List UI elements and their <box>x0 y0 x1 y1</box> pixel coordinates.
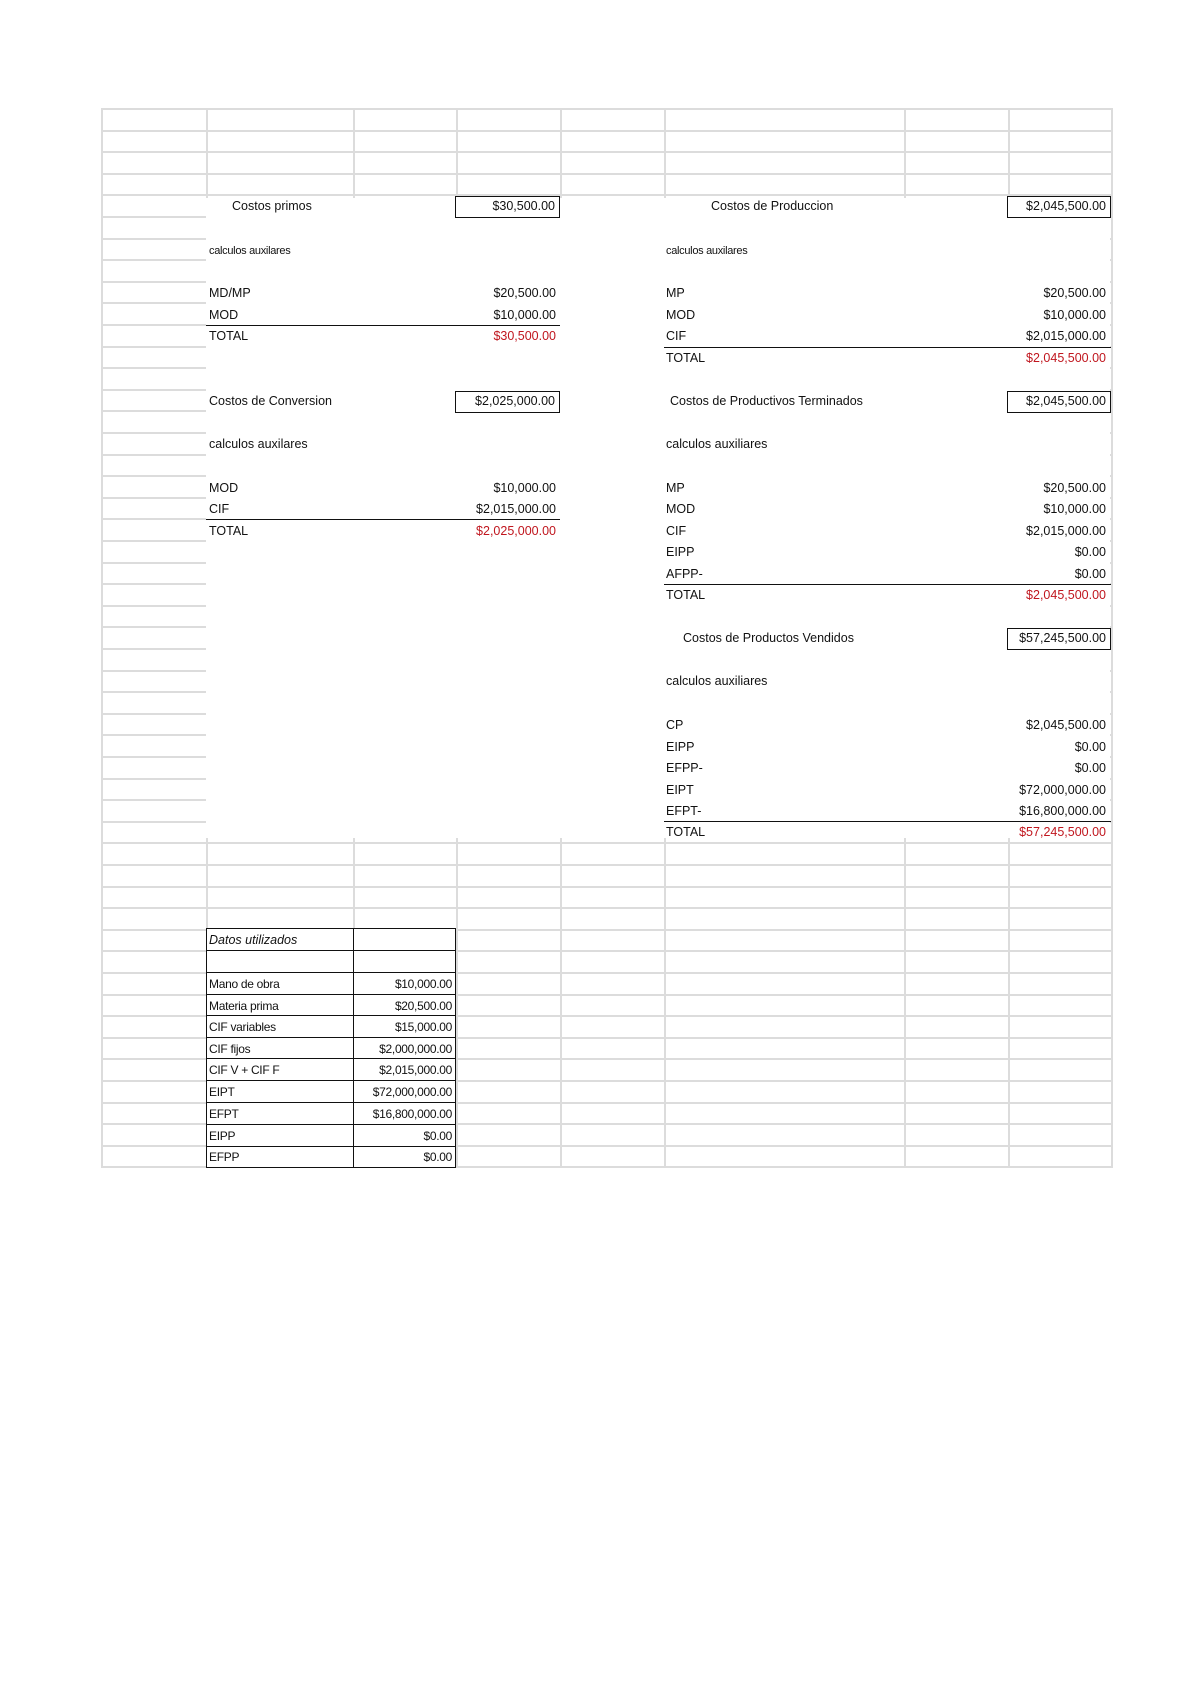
conversion-aux-label: calculos auxilares <box>209 437 308 451</box>
datos-row-value[interactable]: $10,000.00 <box>394 977 452 991</box>
produccion-aux-label: calculos auxilares <box>666 245 748 257</box>
vendidos-total-box[interactable]: $57,245,500.00 <box>1007 628 1111 650</box>
primos-aux-label: calculos auxilares <box>209 245 291 257</box>
terminados-row-label: EIPP <box>666 545 695 559</box>
vendidos-row-label: EIPT <box>666 783 694 797</box>
primos-total-box[interactable]: $30,500.00 <box>455 196 560 218</box>
datos-row-value[interactable]: $16,800,000.00 <box>372 1107 452 1121</box>
terminados-total-label: TOTAL <box>666 588 706 602</box>
produccion-row-label: MP <box>666 286 685 300</box>
datos-row-line <box>206 1037 456 1038</box>
produccion-row-label: CIF <box>666 329 687 343</box>
terminados-row-value[interactable]: $10,000.00 <box>1043 502 1106 516</box>
gridline-row <box>101 130 1111 132</box>
datos-row-value[interactable]: $15,000.00 <box>394 1020 452 1034</box>
vendidos-row-label: EFPT- <box>666 804 702 818</box>
datos-row-label: CIF fijos <box>209 1042 251 1056</box>
gridline-column <box>1111 108 1113 1168</box>
terminados-row-value[interactable]: $20,500.00 <box>1043 481 1106 495</box>
terminados-row-value[interactable]: $0.00 <box>1074 545 1106 559</box>
primos-row-label: MOD <box>209 308 239 322</box>
datos-row-line <box>206 1124 456 1125</box>
datos-row-label: CIF V + CIF F <box>209 1063 280 1077</box>
gridline-row <box>101 842 1111 844</box>
datos-row-label: Materia prima <box>209 999 279 1013</box>
terminados-total-value[interactable]: $2,045,500.00 <box>1026 588 1106 602</box>
vendidos-aux-label: calculos auxiliares <box>666 674 768 688</box>
terminados-total-box[interactable]: $2,045,500.00 <box>1007 391 1111 413</box>
terminados-title: Costos de Productivos Terminados <box>670 394 863 408</box>
datos-row-line <box>206 972 456 973</box>
datos-row-value[interactable]: $2,000,000.00 <box>379 1042 452 1056</box>
vendidos-title: Costos de Productos Vendidos <box>683 631 854 645</box>
datos-row-label: EFPT <box>209 1107 239 1121</box>
datos-row-line <box>206 1102 456 1103</box>
conversion-row-label: CIF <box>209 502 230 516</box>
gridline-row <box>101 886 1111 888</box>
primos-total-value[interactable]: $30,500.00 <box>493 329 556 343</box>
vendidos-row-value[interactable]: $2,045,500.00 <box>1026 718 1106 732</box>
datos-row-label: EFPP <box>209 1150 240 1164</box>
terminados-row-label: MOD <box>666 502 696 516</box>
primos-row-label: MD/MP <box>209 286 251 300</box>
terminados-row-label: MP <box>666 481 685 495</box>
conversion-row-value[interactable]: $2,015,000.00 <box>476 502 556 516</box>
produccion-row-value[interactable]: $2,015,000.00 <box>1026 329 1106 343</box>
primos-row-value[interactable]: $10,000.00 <box>493 308 556 322</box>
datos-title: Datos utilizados <box>209 933 298 947</box>
vendidos-row-value[interactable]: $16,800,000.00 <box>1019 804 1106 818</box>
datos-row-value[interactable]: $20,500.00 <box>394 999 452 1013</box>
datos-row-line <box>206 1080 456 1081</box>
produccion-row-value[interactable]: $20,500.00 <box>1043 286 1106 300</box>
datos-row-value[interactable]: $72,000,000.00 <box>372 1085 452 1099</box>
gridline-row <box>101 108 1111 110</box>
conversion-total-label: TOTAL <box>209 524 249 538</box>
vendidos-row-value[interactable]: $0.00 <box>1074 740 1106 754</box>
vendidos-row-value[interactable]: $72,000,000.00 <box>1019 783 1106 797</box>
produccion-row-value[interactable]: $10,000.00 <box>1043 308 1106 322</box>
produccion-total-box[interactable]: $2,045,500.00 <box>1007 196 1111 218</box>
datos-row-line <box>206 950 456 951</box>
datos-row-label: Mano de obra <box>209 977 280 991</box>
gridline-row <box>101 151 1111 153</box>
vendidos-total-label: TOTAL <box>666 825 706 839</box>
datos-column-divider <box>353 928 354 1168</box>
datos-row-label: EIPT <box>209 1085 235 1099</box>
datos-row-value[interactable]: $2,015,000.00 <box>379 1063 452 1077</box>
produccion-total-value[interactable]: $2,045,500.00 <box>1026 351 1106 365</box>
datos-row-value[interactable]: $0.00 <box>423 1129 452 1143</box>
terminados-row-value[interactable]: $0.00 <box>1074 567 1106 581</box>
primos-total-label: TOTAL <box>209 329 249 343</box>
terminados-row-value[interactable]: $2,015,000.00 <box>1026 524 1106 538</box>
vendidos-row-label: CP <box>666 718 684 732</box>
conversion-total-value[interactable]: $2,025,000.00 <box>476 524 556 538</box>
datos-row-value[interactable]: $0.00 <box>423 1150 452 1164</box>
produccion-total-label: TOTAL <box>666 351 706 365</box>
conversion-total-box[interactable]: $2,025,000.00 <box>455 391 560 413</box>
produccion-title: Costos de Produccion <box>711 199 834 213</box>
datos-row-label: EIPP <box>209 1129 236 1143</box>
datos-row-label: CIF variables <box>209 1020 276 1034</box>
conversion-total-rule <box>206 519 560 520</box>
conversion-row-value[interactable]: $10,000.00 <box>493 481 556 495</box>
conversion-row-label: MOD <box>209 481 239 495</box>
primos-title: Costos primos <box>232 199 312 213</box>
gridline-row <box>101 864 1111 866</box>
gridline-row <box>101 907 1111 909</box>
conversion-title: Costos de Conversion <box>209 394 332 408</box>
vendidos-total-value[interactable]: $57,245,500.00 <box>1019 825 1106 839</box>
gridline-row <box>101 173 1111 175</box>
primos-row-value[interactable]: $20,500.00 <box>493 286 556 300</box>
terminados-row-label: AFPP- <box>666 567 703 581</box>
datos-row-line <box>206 994 456 995</box>
vendidos-row-value[interactable]: $0.00 <box>1074 761 1106 775</box>
terminados-row-label: CIF <box>666 524 687 538</box>
terminados-aux-label: calculos auxiliares <box>666 437 768 451</box>
gridline-column <box>101 108 103 1168</box>
produccion-row-label: MOD <box>666 308 696 322</box>
vendidos-row-label: EFPP- <box>666 761 703 775</box>
vendidos-row-label: EIPP <box>666 740 695 754</box>
